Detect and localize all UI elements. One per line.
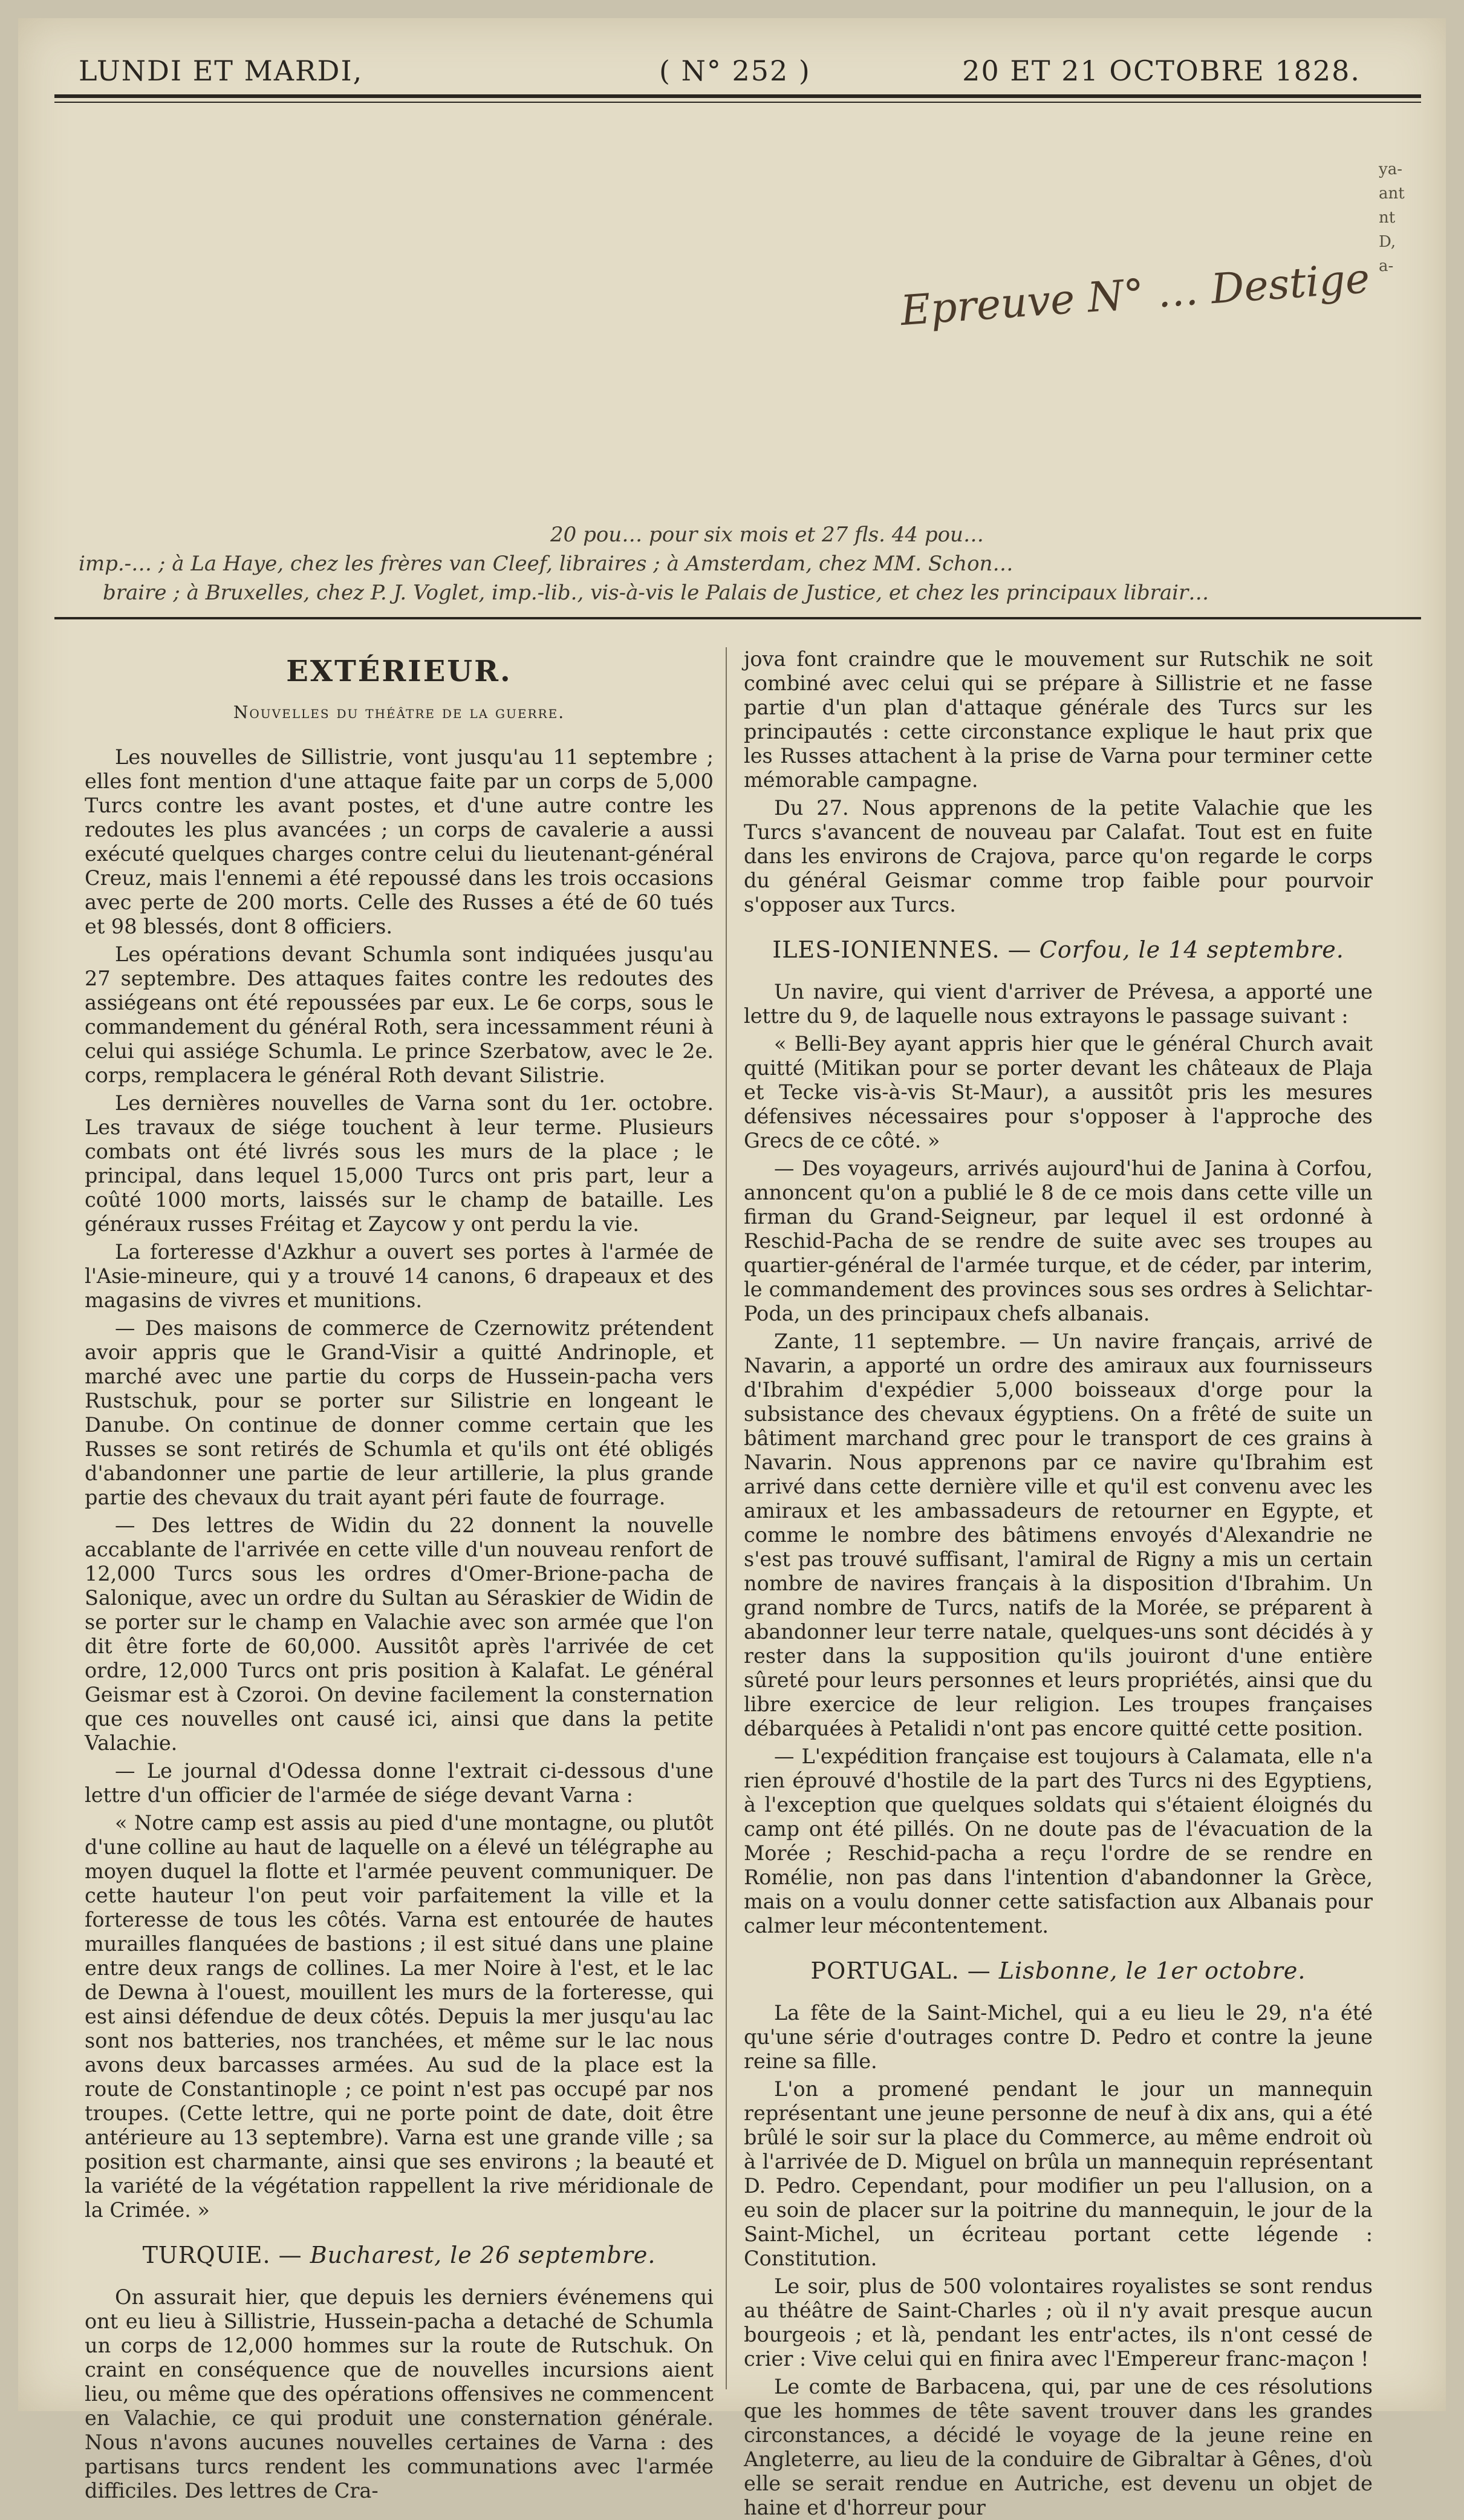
header-rule xyxy=(54,617,1421,619)
article-paragraph: — L'expédition française est toujours à Calamata, elle n'a rien éprouvé d'hostile de la part des Turcs ni des Egyptiens, à l'exception que quelques soldats qui s'étaient éloignés du camp ont été pillés. On ne doute pas de l'évacuation de la Morée ; Reschid-pacha a reçu l'ordre de se rendre en Romélie, non pas dans l'intention d'abandonner la Grèce, mais on a voulu donner cette satisfaction aux Albanais pour calmer leur mécontentement. xyxy=(744,1745,1373,1937)
margin-fragment: nt xyxy=(1379,209,1396,227)
masthead xyxy=(79,54,1361,91)
article-paragraph: « Notre camp est assis au pied d'une montagne, ou plutôt d'une colline au haut de laquelle on a élevé un télégraphe au moyen duquel la flotte et l'armée peuvent communiquer. De cette hauteur l'on peut voir parfaitement la ville et la forteresse de tous les côtés. Varna est entourée de hautes murailles flanquées de bastions ; il est situé dans une plaine entre deux rangs de collines. La mer Noire à l'est, et le lac de Dewna à l'ouest, mouillent les murs de la forteresse, qui est ainsi défendue de deux côtés. Depuis la mer jusqu'au lac sont nos batteries, nos tranchées, et même sur le lac nous avons deux barcasses armées. Au sud de la place est la route de Constantinople ; ce point n'est pas occupé par nos troupes. (Cette lettre, qui ne porte point de date, doit être antérieure au 13 septembre). Varna est une grande ville ; sa position est charmante, ainsi que ses environs ; la beauté et la variété de la végétation rappellent la rive méridionale de la Crimée. » xyxy=(85,1811,714,2222)
subscription-line: imp.-… ; à La Haye, chez les frères van Cleef, libraires ; à Amsterdam, chez MM. Schon… xyxy=(79,552,1013,576)
section-subtitle: Nouvelles du théâtre de la guerre. xyxy=(233,702,565,722)
subscription-line: braire ; à Bruxelles, chez P. J. Voglet, imp.-lib., vis-à-vis le Palais de Justice, et chez les principaux librair… xyxy=(103,581,1209,605)
right-column xyxy=(744,647,1373,2519)
subscription-line: 20 pou… pour six mois et 27 fls. 44 pou… xyxy=(550,523,984,547)
margin-fragment: ant xyxy=(1379,184,1405,203)
issue-number: ( N° 252 ) xyxy=(659,54,811,87)
column-divider xyxy=(726,647,727,2389)
handwritten-note: Epreuve N° … Destige xyxy=(899,255,1371,336)
article-paragraph: On assurait hier, que depuis les derniers événemens qui ont eu lieu à Sillistrie, Hussein-pacha a detaché de Schumla un corps de 12,000 hommes sur la route de Rutschuk. On craint en conséquence que de nouvelles incursions aient lieu, ou même que des opérations offensives ne commencent en Valachie, ce qui produit une consternation générale. Nous n'avons aucunes nouvelles certaines de Varna : des partisans turcs rendent les communations avec l'armée difficiles. Des lettres de Cra- xyxy=(85,2285,714,2502)
subscription-info xyxy=(79,520,1373,607)
dateline-date: Bucharest, le 26 septembre. xyxy=(310,2242,656,2268)
margin-fragment: ya- xyxy=(1379,160,1402,178)
masthead-rule-thin xyxy=(54,102,1421,103)
article-paragraph: L'on a promené pendant le jour un mannequin représentant une jeune personne de neuf à dix ans, qui a été brûlé le soir sur la place du Commerce, au même endroit où à l'arrivée de D. Miguel on brûla un mannequin représentant D. Pedro. Cependant, pour modifier un peu l'allusion, on a eu soin de placer sur la poitrine du mannequin, le jour de la Saint-Michel, un écriteau portant cette légende : Constitution. xyxy=(744,2077,1373,2270)
left-column xyxy=(85,647,714,2502)
issue-date: 20 ET 21 OCTOBRE 1828. xyxy=(962,54,1361,87)
dateline-date: Lisbonne, le 1er octobre. xyxy=(998,1957,1306,1984)
article-paragraph: — Des maisons de commerce de Czernowitz prétendent avoir appris que le Grand-Visir a quitté Andrinople, et marché avec une partie du corps de Hussein-pacha vers Rustschuk, pour se porter sur Silistrie en longeant le Danube. On continue de donner comme certain que les Russes se sont retirés de Schumla et qu'ils ont été obligés d'abandonner une partie de leur artillerie, la plus grande partie des chevaux du trait ayant péri faute de fourrage. xyxy=(85,1316,714,1509)
masthead-rule xyxy=(54,94,1421,98)
margin-fragments xyxy=(1379,157,1415,278)
margin-fragment: a- xyxy=(1379,257,1394,275)
article-paragraph: — Des voyageurs, arrivés aujourd'hui de Janina à Corfou, annoncent qu'on a publié le 8 de ce mois dans cette ville un firman du Grand-Seigneur, par lequel il est ordonné à Reschid-Pacha de se rendre de suite avec ses troupes au quartier-général de l'armée turque, et de céder, par interim, le commandement des provinces sous ses ordres à Selichtar-Poda, un des principaux chefs albanais. xyxy=(744,1157,1373,1325)
article-paragraph: Le soir, plus de 500 volontaires royalistes se sont rendus au théâtre de Saint-Charles ; où il n'y avait presque aucun bourgeois ; et là, pendant les entr'actes, ils n'ont cessé de crier : Vive celui qui en finira avec l'Empereur franc-maçon ! xyxy=(744,2274,1373,2371)
dateline-place: TURQUIE. — xyxy=(142,2242,310,2268)
article-paragraph: — Des lettres de Widin du 22 donnent la nouvelle accablante de l'arrivée en cette ville d'un nouveau renfort de 12,000 Turcs sous les ordres d'Omer-Brione-pacha de Salonique, avec un ordre du Sultan au Séraskier de Widin de se porter sur le champ en Valachie avec son armée que l'on dit être forte de 60,000. Aussitôt après l'arrivée de cet ordre, 12,000 Turcs ont pris position à Kalafat. Le général Geismar est à Czoroi. On devine facilement la consternation que ces nouvelles ont causé ici, ainsi que dans la petite Valachie. xyxy=(85,1513,714,1755)
dateline-place: PORTUGAL. — xyxy=(810,1957,999,1984)
masthead-days: LUNDI ET MARDI, xyxy=(79,54,363,87)
article-paragraph: Les nouvelles de Sillistrie, vont jusqu'au 11 septembre ; elles font mention d'une attaque faite par un corps de 5,000 Turcs contre les avant postes, et d'une autre contre les redoutes les plus avancées ; un corps de cavalerie a aussi exécuté quelques charges contre celui du lieutenant-général Creuz, mais l'ennemi a été repoussé dans les trois occasions avec perte de 200 morts. Celle des Russes a été de 60 tués et 98 blessés, dont 8 officiers. xyxy=(85,745,714,938)
article-paragraph: La fête de la Saint-Michel, qui a eu lieu le 29, n'a été qu'une série d'outrages contre D. Pedro et contre la jeune reine sa fille. xyxy=(744,2001,1373,2073)
article-paragraph: Zante, 11 septembre. — Un navire français, arrivé de Navarin, a apporté un ordre des amiraux aux fournisseurs d'Ibrahim d'expédier 5,000 boisseaux d'orge pour la subsistance des chevaux égyptiens. On a frêté de suite un bâtiment marchand grec pour le transport de ces grains à Navarin. Nous apprenons par ce navire qu'Ibrahim est arrivé dans cette dernière ville et qu'il est convenu avec les amiraux et les ambassadeurs de retourner en Egypte, et comme le nombre des bâtimens envoyés d'Alexandrie ne s'est pas trouvé suffisant, l'amiral de Rigny a mis un certain nombre de navires français à la disposition d'Ibrahim. Un grand nombre de Turcs, natifs de la Morée, se préparent à abandonner leur terre natale, quelques-uns sont décidés à y rester dans la supposition qu'ils jouiront d'une entière sûreté pour leurs personnes et leurs propriétés, ainsi que du libre exercice de leur religion. Les troupes françaises débarquées à Petalidi n'ont pas encore quitté cette position. xyxy=(744,1330,1373,1740)
dateline-turquie xyxy=(85,2243,714,2267)
dateline-date: Corfou, le 14 septembre. xyxy=(1039,936,1344,963)
article-paragraph: Les opérations devant Schumla sont indiquées jusqu'au 27 septembre. Des attaques faites contre les redoutes des assiégeans ont été repoussées par eux. Le 6e corps, sous le commandement du général Roth, sera incessamment réuni à celui qui assiége Schumla. Le prince Szerbatow, avec le 2e. corps, remplacera le général Roth devant Silistrie. xyxy=(85,942,714,1087)
margin-fragment: D, xyxy=(1379,233,1396,251)
newspaper-page xyxy=(18,18,1446,2519)
article-paragraph: Du 27. Nous apprenons de la petite Valachie que les Turcs s'avancent de nouveau par Calafat. Tout est en fuite dans les environs de Crajova, parce qu'on regarde le corps du général Geismar comme trop faible pour pourvoir s'opposer aux Turcs. xyxy=(744,796,1373,916)
article-paragraph: La forteresse d'Azkhur a ouvert ses portes à l'armée de l'Asie-mineure, qui y a trouvé 14 canons, 6 drapeaux et des magasins de vivres et munitions. xyxy=(85,1240,714,1312)
dateline-iles-ioniennes xyxy=(744,938,1373,962)
article-paragraph: Les dernières nouvelles de Varna sont du 1er. octobre. Les travaux de siége touchent à leur terme. Plusieurs combats ont été livrés sous les murs de la place ; le principal, dans lequel 15,000 Turcs ont pris part, leur a coûté 1000 morts, laissés sur le champ de bataille. Les généraux russes Fréitag et Zaycow y ont perdu la vie. xyxy=(85,1091,714,1236)
article-paragraph: « Belli-Bey ayant appris hier que le général Church avait quitté (Mitikan pour se porter devant les châteaux de Plaja et Tecke vis-à-vis St-Maur), a aussitôt pris les mesures défensives nécessaires pour s'opposer à l'approche des Grecs de ce côté. » xyxy=(744,1032,1373,1152)
dateline-place: ILES-IONIENNES. — xyxy=(772,936,1039,963)
section-title: EXTÉRIEUR. xyxy=(286,654,512,688)
article-paragraph: Un navire, qui vient d'arriver de Prévesa, a apporté une lettre du 9, de laquelle nous extrayons le passage suivant : xyxy=(744,980,1373,1028)
article-paragraph: jova font craindre que le mouvement sur Rutschik ne soit combiné avec celui qui se prépare à Sillistrie et ne fasse partie d'un plan d'attaque générale des Turcs sur les principautés : cette circonstance explique le haut prix que les Russes attachent à la prise de Varna pour terminer cette mémorable campagne. xyxy=(744,647,1373,792)
article-paragraph: Le comte de Barbacena, qui, par une de ces résolutions que les hommes de tête savent trouver dans les grandes circonstances, a décidé le voyage de la jeune reine en Angleterre, au lieu de la conduire de Gibraltar à Gênes, d'où elle se serait rendue en Autriche, est devenu un objet de haine et d'horreur pour xyxy=(744,2375,1373,2519)
dateline-portugal xyxy=(744,1959,1373,1983)
article-paragraph: — Le journal d'Odessa donne l'extrait ci-dessous d'une lettre d'un officier de l'armée de siége devant Varna : xyxy=(85,1759,714,1807)
